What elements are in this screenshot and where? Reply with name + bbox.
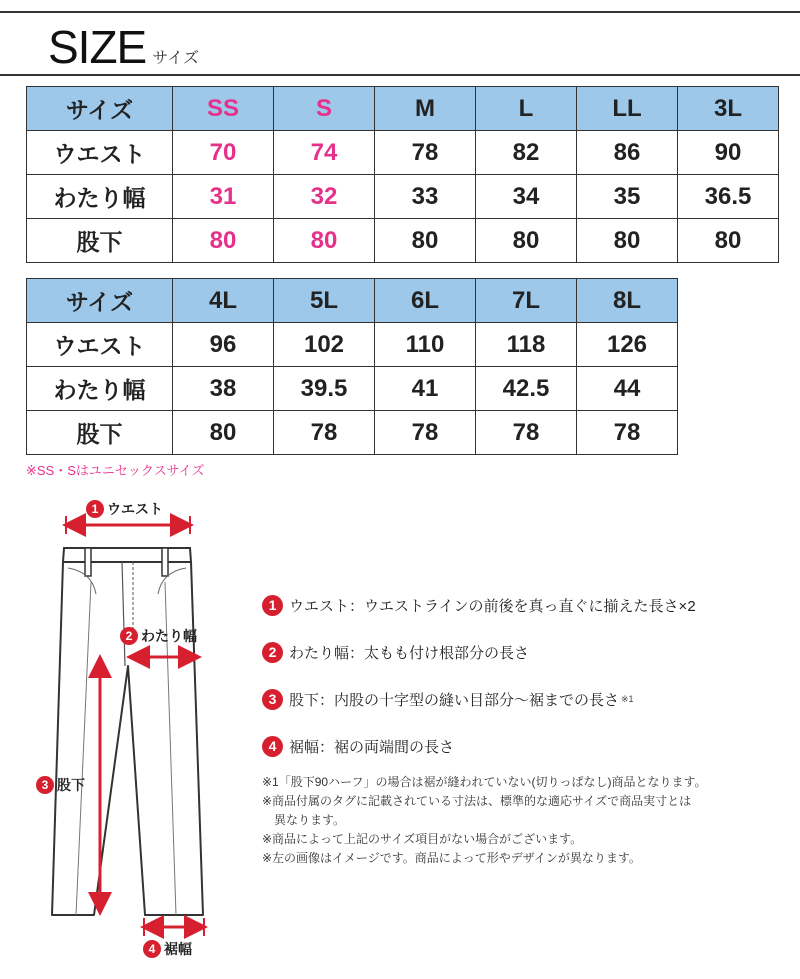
table-cell: 44 (577, 367, 678, 411)
table-cell: 102 (274, 323, 375, 367)
table-cell: 70 (173, 131, 274, 175)
table-cell: 80 (274, 219, 375, 263)
header-cell: サイズ (27, 87, 173, 131)
footnote: ※1「股下90ハーフ」の場合は裾が縫われていない(切りっぱなし)商品となります。 (262, 775, 707, 789)
table-cell: 80 (173, 219, 274, 263)
size-table-1 (26, 86, 779, 263)
row-label: ウエスト (27, 323, 173, 367)
table-cell: 74 (274, 131, 375, 175)
label-text: 股下 (57, 777, 85, 793)
footnote-ref: ※1 (621, 693, 634, 704)
header-cell: 7L (476, 279, 577, 323)
table-cell: 39.5 (274, 367, 375, 411)
header-cell: SS (173, 87, 274, 131)
table-cell: 126 (577, 323, 678, 367)
footnote: ※左の画像はイメージです。商品によって形やデザインが異なります。 (262, 851, 641, 865)
label-text: 裾幅 (164, 941, 192, 957)
row-label: 股下 (27, 219, 173, 263)
pants-diagram (0, 490, 240, 979)
header-cell: LL (577, 87, 678, 131)
list-item (262, 641, 792, 663)
table-cell: 78 (577, 411, 678, 455)
number-badge: 3 (36, 776, 54, 794)
label-text: わたり幅 (141, 628, 197, 644)
footnote: 異なります。 (274, 813, 346, 827)
row-label: ウエスト (27, 131, 173, 175)
title-main: SIZE (48, 21, 147, 73)
table-cell: 80 (375, 219, 476, 263)
description-text: 裾幅：裾の両端間の長さ (289, 738, 455, 756)
header-cell: 4L (173, 279, 274, 323)
hem-label (143, 939, 192, 959)
number-badge: 4 (143, 940, 161, 958)
list-item (262, 735, 792, 757)
table-cell: 31 (173, 175, 274, 219)
table-cell: 34 (476, 175, 577, 219)
description-text: 股下：内股の十字型の縫い目部分～裾までの長さ (289, 691, 620, 709)
top-rule (0, 11, 800, 13)
number-badge: 2 (262, 642, 283, 663)
pants-illustration (0, 490, 240, 979)
row-label: わたり幅 (27, 367, 173, 411)
row-label: 股下 (27, 411, 173, 455)
table-cell: 78 (476, 411, 577, 455)
table-cell: 90 (678, 131, 779, 175)
header-cell: 3L (678, 87, 779, 131)
number-badge: 4 (262, 736, 283, 757)
header-cell: M (375, 87, 476, 131)
table-row (27, 175, 779, 219)
table-cell: 80 (577, 219, 678, 263)
table-cell: 78 (375, 131, 476, 175)
number-badge: 1 (86, 500, 104, 518)
measurement-descriptions (262, 594, 792, 782)
table-cell: 38 (173, 367, 274, 411)
table-cell: 33 (375, 175, 476, 219)
inseam-label (36, 775, 85, 795)
table-header-row (27, 87, 779, 131)
row-label: わたり幅 (27, 175, 173, 219)
table-row (27, 411, 678, 455)
table-cell: 96 (173, 323, 274, 367)
table-cell: 36.5 (678, 175, 779, 219)
header-cell: S (274, 87, 375, 131)
table-cell: 80 (173, 411, 274, 455)
table-cell: 118 (476, 323, 577, 367)
table-cell: 32 (274, 175, 375, 219)
table-header-row (27, 279, 678, 323)
thigh-label (120, 626, 197, 646)
list-item (262, 594, 792, 616)
list-item (262, 688, 792, 710)
header-cell: 8L (577, 279, 678, 323)
table-cell: 86 (577, 131, 678, 175)
label-text: ウエスト (107, 501, 163, 517)
number-badge: 3 (262, 689, 283, 710)
table-cell: 80 (476, 219, 577, 263)
table-row (27, 367, 678, 411)
footnote: ※商品によって上記のサイズ項目がない場合がございます。 (262, 832, 583, 846)
table-cell: 80 (678, 219, 779, 263)
table-cell: 110 (375, 323, 476, 367)
title-rule (0, 74, 800, 76)
footnotes (262, 773, 792, 868)
waist-label (86, 499, 163, 519)
header-cell: 6L (375, 279, 476, 323)
header-cell: 5L (274, 279, 375, 323)
number-badge: 2 (120, 627, 138, 645)
description-text: わたり幅：太もも付け根部分の長さ (289, 644, 530, 662)
footnote: ※商品付属のタグに記載されている寸法は、標準的な適応サイズで商品実寸とは (262, 794, 692, 808)
table-cell: 42.5 (476, 367, 577, 411)
table-cell: 78 (375, 411, 476, 455)
number-badge: 1 (262, 595, 283, 616)
table-cell: 41 (375, 367, 476, 411)
table-cell: 78 (274, 411, 375, 455)
table-row (27, 131, 779, 175)
unisex-note: ※SS・Sはユニセックスサイズ (26, 463, 205, 478)
table-row (27, 219, 779, 263)
header-cell: サイズ (27, 279, 173, 323)
page-title (48, 20, 199, 74)
title-sub: サイズ (152, 50, 199, 67)
table-row (27, 323, 678, 367)
table-cell: 82 (476, 131, 577, 175)
header-cell: L (476, 87, 577, 131)
size-table-2 (26, 278, 678, 455)
description-text: ウエスト：ウエストラインの前後を真っ直ぐに揃えた長さ×2 (289, 597, 696, 615)
table-cell: 35 (577, 175, 678, 219)
